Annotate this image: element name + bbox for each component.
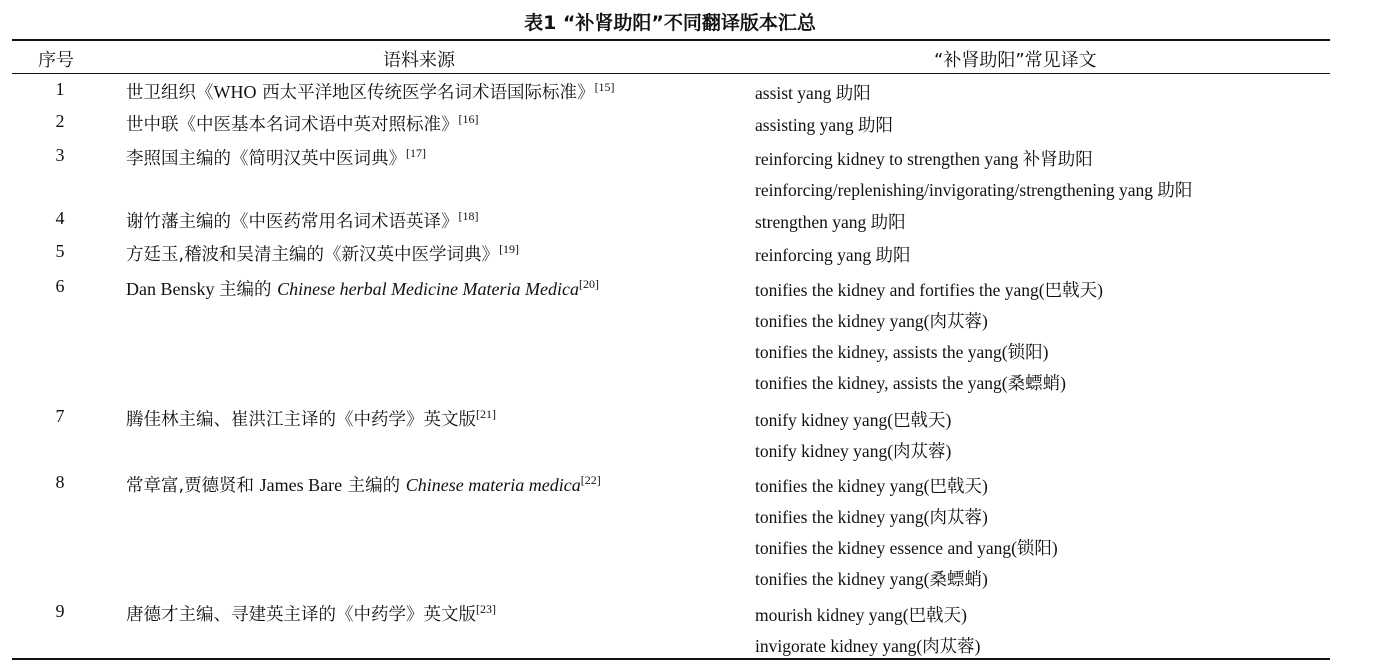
reference-mark: [21]: [476, 407, 496, 421]
table-row: [0, 111, 1340, 135]
table-row: [0, 79, 1340, 103]
translation-line: tonifies the kidney yang(巴戟天): [755, 476, 988, 496]
source-text: 腾佳林主编、崔洪江主译的《中药学》英文版: [126, 410, 476, 430]
source-latin: James Bare: [259, 475, 343, 495]
translation-line: tonify kidney yang(肉苁蓉): [755, 441, 952, 461]
source-latin: Dan Bensky: [126, 279, 219, 299]
header-translation: “补肾助阳”常见译文: [934, 50, 1097, 71]
table-row: [0, 241, 1340, 265]
row-number: 3: [55, 145, 65, 165]
source-book-title: Chinese materia medica: [405, 475, 581, 495]
row-source: [126, 601, 496, 626]
row-number: 9: [55, 601, 65, 621]
bottom-rule: [12, 658, 1330, 660]
translation-line: assist yang 助阳: [755, 83, 871, 103]
source-text: 世卫组织《: [126, 83, 214, 103]
row-source: [126, 111, 479, 136]
translation-line: tonifies the kidney essence and yang(锁阳): [755, 538, 1058, 558]
row-number: 8: [55, 472, 65, 492]
top-rule: [12, 39, 1330, 41]
reference-mark: [19]: [499, 242, 520, 256]
translation-line: assisting yang 助阳: [755, 115, 894, 135]
row-source: [126, 276, 599, 301]
row-source: [126, 145, 426, 170]
reference-mark: [18]: [458, 209, 479, 223]
row-source: [126, 472, 601, 497]
reference-mark: [20]: [579, 277, 599, 291]
translation-line: reinforcing yang 助阳: [755, 245, 911, 265]
translation-line: tonifies the kidney yang(肉苁蓉): [755, 507, 988, 527]
translation-line: reinforcing/replenishing/invigorating/strengthening yang 助阳: [755, 180, 1193, 200]
source-text: 方廷玉,稽波和吴清主编的《新汉英中医学词典》: [126, 245, 500, 265]
row-source: [126, 208, 479, 233]
translation-line: tonifies the kidney yang(肉苁蓉): [755, 311, 988, 331]
table-row: [0, 472, 1340, 589]
source-text: 主编的: [219, 280, 278, 300]
reference-mark: [22]: [580, 473, 601, 487]
translation-line: tonifies the kidney and fortifies the yang(巴戟天): [755, 280, 1103, 300]
source-text: 世中联《中医基本名词术语中英对照标准》: [126, 115, 459, 135]
header-num: 序号: [38, 50, 74, 71]
reference-mark: [17]: [406, 146, 426, 160]
translation-line: strengthen yang 助阳: [755, 212, 906, 232]
table-row: [0, 145, 1340, 200]
source-text: 李照国主编的《简明汉英中医词典》: [126, 149, 406, 169]
reference-mark: [23]: [476, 602, 496, 616]
source-text: 主编的: [342, 476, 406, 496]
row-number: 5: [55, 241, 65, 261]
table-caption: 表1 “补肾助阳”不同翻译版本汇总: [524, 12, 816, 34]
table-row: [0, 406, 1340, 461]
row-number: 1: [55, 79, 65, 99]
row-source: [126, 79, 615, 104]
table-row: [0, 601, 1340, 656]
source-text: 西太平洋地区传统医学名词术语国际标准》: [256, 83, 595, 103]
row-source: [126, 406, 496, 431]
row-number: 6: [55, 276, 65, 296]
row-source: [126, 241, 519, 266]
reference-mark: [16]: [458, 112, 479, 126]
source-latin: WHO: [213, 82, 257, 102]
translation-line: tonifies the kidney, assists the yang(锁阳): [755, 342, 1049, 362]
source-text: 常章富,贾德贤和: [126, 476, 260, 496]
header-source: 语料来源: [383, 50, 455, 71]
row-number: 2: [55, 111, 65, 131]
row-number: 7: [55, 406, 65, 426]
translation-line: mourish kidney yang(巴戟天): [755, 605, 967, 625]
header-rule: [12, 73, 1330, 74]
translation-line: reinforcing kidney to strengthen yang 补肾助阳: [755, 149, 1093, 169]
translation-line: tonifies the kidney yang(桑螵蛸): [755, 569, 988, 589]
table-row: [0, 276, 1340, 393]
reference-mark: [15]: [594, 80, 615, 94]
source-book-title: Chinese herbal Medicine Materia Medica: [277, 279, 579, 299]
table-row: [0, 208, 1340, 232]
source-text: 谢竹藩主编的《中医药常用名词术语英译》: [126, 212, 459, 232]
translation-line: tonifies the kidney, assists the yang(桑螵蛸): [755, 373, 1066, 393]
translation-line: invigorate kidney yang(肉苁蓉): [755, 636, 981, 656]
source-text: 唐德才主编、寻建英主译的《中药学》英文版: [126, 605, 476, 625]
row-number: 4: [55, 208, 65, 228]
translation-line: tonify kidney yang(巴戟天): [755, 410, 952, 430]
